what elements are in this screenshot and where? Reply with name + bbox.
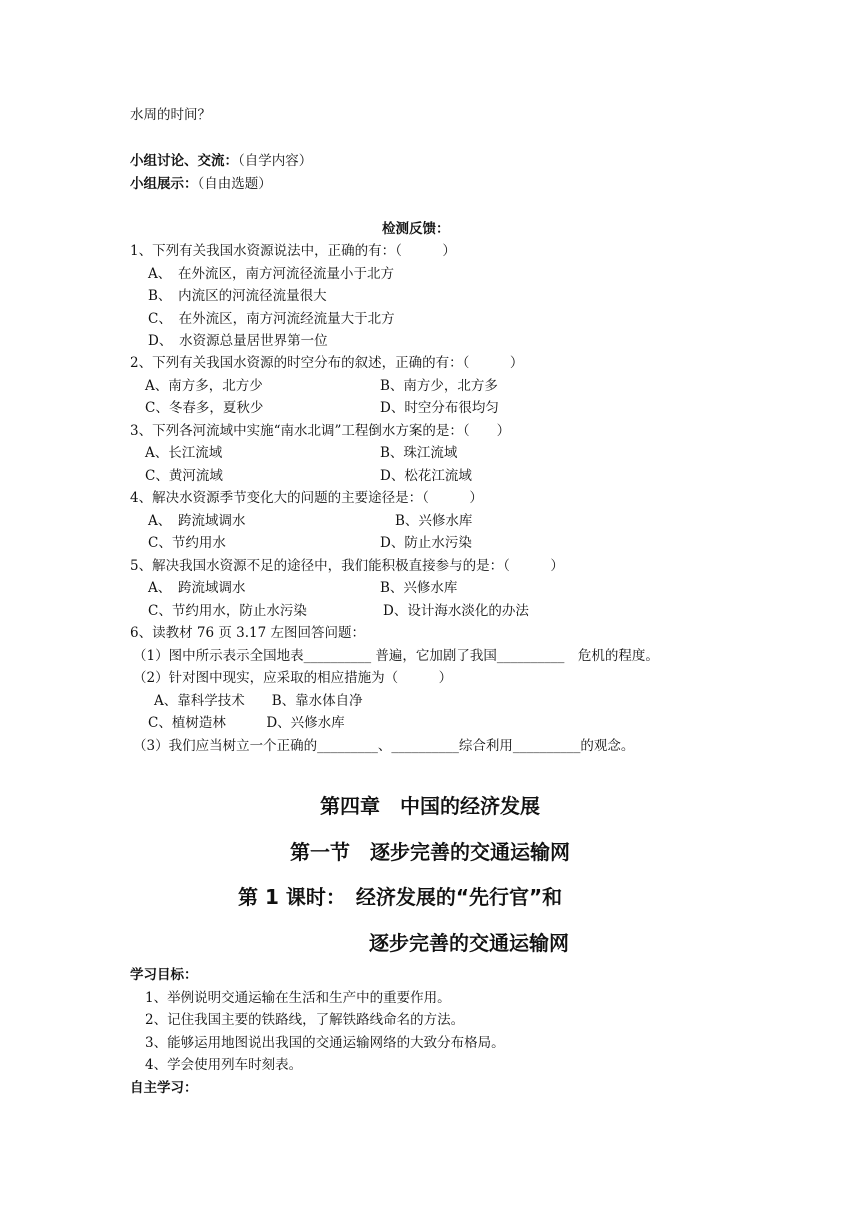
learning-goals-label: 学习目标： bbox=[130, 967, 198, 983]
group-show-label: 小组展示： bbox=[130, 176, 198, 192]
question-4: 4、解决水资源季节变化大的问题的主要途径是：（ ） bbox=[130, 490, 483, 506]
continued-question-text: 水周的时间？ bbox=[130, 107, 211, 123]
question-4-option-b: B、兴修水库 bbox=[395, 513, 473, 529]
question-6-part-2-options-ab: A、靠科学技术 B、靠水体自净 bbox=[154, 693, 363, 709]
question-3-option-a: A、长江流域 bbox=[145, 445, 223, 461]
question-2-option-c: C、冬春多，夏秋少 bbox=[145, 400, 264, 416]
feedback-title: 检测反馈： bbox=[382, 221, 450, 237]
question-6-part-1: （1）图中所示表示全国地表__________ 普遍，它加剧了我国__________ 危机的程度。 bbox=[133, 648, 659, 664]
question-3: 3、下列各河流域中实施“南水北调”工程倒水方案的是：（ ） bbox=[130, 423, 511, 439]
question-3-option-b: B、珠江流域 bbox=[380, 445, 458, 461]
question-6: 6、读教材 76 页 3.17 左图回答问题： bbox=[130, 625, 365, 641]
question-1: 1、下列有关我国水资源说法中，正确的有：（ ） bbox=[130, 243, 456, 259]
question-3-option-c: C、黄河流域 bbox=[145, 468, 223, 484]
group-show-line bbox=[130, 174, 272, 194]
question-1-option-c: C、 在外流区，南方河流经流量大于北方 bbox=[148, 311, 395, 327]
question-3-option-d: D、松花江流域 bbox=[380, 468, 472, 484]
learning-goal-2: 2、记住我国主要的铁路线，了解铁路线命名的方法。 bbox=[145, 1012, 465, 1028]
question-2: 2、下列有关我国水资源的时空分布的叙述，正确的有：（ ） bbox=[130, 355, 524, 371]
question-1-option-b: B、 内流区的河流径流量很大 bbox=[148, 288, 327, 304]
lesson-title-line-1: 第 1 课时： 经济发展的“先行官”和 bbox=[238, 885, 563, 909]
question-2-option-a: A、南方多，北方少 bbox=[145, 378, 263, 394]
question-5-option-d: D、设计海水淡化的办法 bbox=[383, 603, 529, 619]
question-5-option-a: A、 跨流域调水 bbox=[148, 580, 246, 596]
group-discussion-line bbox=[130, 151, 312, 171]
question-6-part-3: （3）我们应当树立一个正确的_________、__________综合利用__________的观念。 bbox=[133, 738, 635, 754]
question-1-option-d: D、 水资源总量居世界第一位 bbox=[148, 333, 328, 349]
learning-goal-1: 1、举例说明交通运输在生活和生产中的重要作用。 bbox=[145, 990, 451, 1006]
question-5-option-c: C、节约用水，防止水污染 bbox=[148, 603, 307, 619]
section-title: 第一节 逐步完善的交通运输网 bbox=[290, 840, 570, 864]
lesson-title-line-2: 逐步完善的交通运输网 bbox=[369, 931, 569, 955]
learning-goal-4: 4、学会使用列车时刻表。 bbox=[145, 1057, 303, 1073]
group-show-text: （自由选题） bbox=[197, 176, 272, 192]
self-study-label: 自主学习： bbox=[130, 1080, 198, 1096]
question-6-part-2-options-cd: C、植树造林 D、兴修水库 bbox=[148, 715, 345, 731]
question-5-option-b: B、兴修水库 bbox=[380, 580, 458, 596]
learning-goal-3: 3、能够运用地图说出我国的交通运输网络的大致分布格局。 bbox=[145, 1035, 505, 1051]
group-discussion-text: （自学内容） bbox=[238, 153, 313, 169]
question-6-part-2: （2）针对图中现实，应采取的相应措施为（ ） bbox=[133, 670, 453, 686]
question-2-option-d: D、时空分布很均匀 bbox=[380, 400, 499, 416]
chapter-title: 第四章 中国的经济发展 bbox=[320, 794, 540, 818]
question-2-option-b: B、南方少，北方多 bbox=[380, 378, 498, 394]
question-4-option-d: D、防止水污染 bbox=[380, 535, 472, 551]
group-discussion-label: 小组讨论、交流： bbox=[130, 153, 238, 169]
question-1-option-a: A、 在外流区，南方河流径流量小于北方 bbox=[148, 266, 394, 282]
question-4-option-a: A、 跨流域调水 bbox=[148, 513, 246, 529]
question-4-option-c: C、节约用水 bbox=[148, 535, 226, 551]
question-5: 5、解决我国水资源不足的途径中，我们能积极直接参与的是：（ ） bbox=[130, 558, 564, 574]
